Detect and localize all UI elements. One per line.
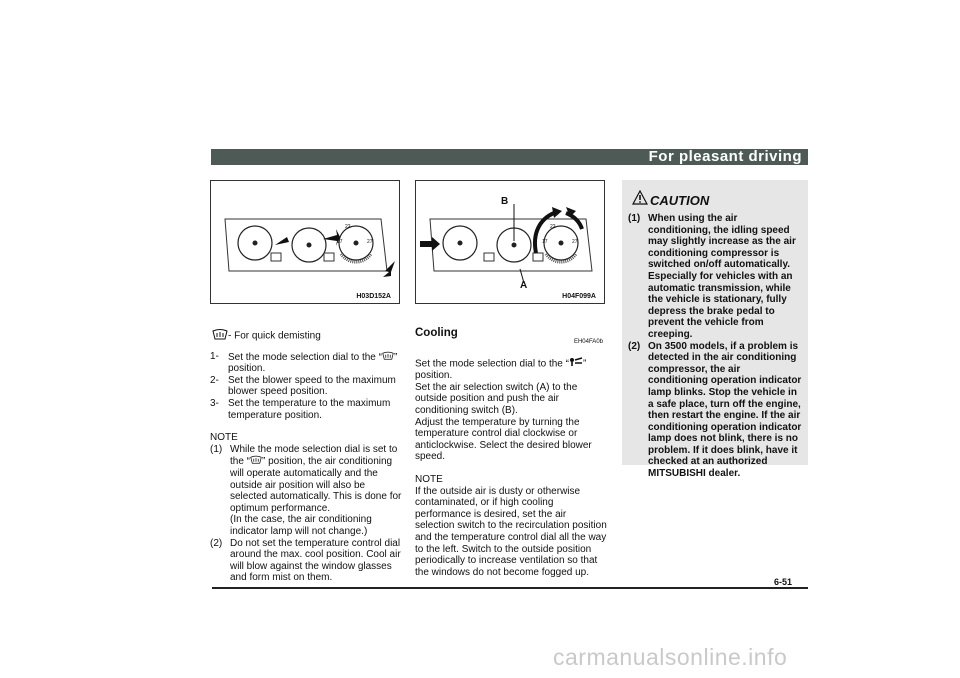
callout-a: A — [520, 280, 528, 291]
dial-scale-mid: 22 — [345, 224, 351, 230]
paragraph-text: ” position. — [415, 358, 587, 382]
caution-text: When using the air conditioning, the idling speed may slightly increase as the air conditioning compressor is switched on/off automatically. Especially for vehicles with an automatic transmission, while the vehicle is stationary, fully depress the brake pedal to prevent the vehicle from creeping. — [648, 213, 796, 340]
page-number: 6-51 — [774, 577, 793, 587]
step-number: 3- — [210, 397, 219, 409]
note-text: While the mode selection dial is set to the “ — [230, 443, 398, 468]
dial-scale-high: 27 — [367, 239, 373, 245]
step-number: 2- — [210, 374, 219, 386]
figure-cooling-panel — [415, 180, 605, 304]
note-number: (1) — [210, 443, 223, 455]
section-code: EH04FA0b — [573, 339, 603, 345]
note-text-end: ” position, the air conditioning will operate automatically and the outside air position will also be selected automatically. This is done for optimum performance. — [230, 456, 402, 514]
footer-rule — [212, 587, 808, 589]
warning-triangle-icon — [632, 190, 648, 210]
callout-b: B — [501, 196, 509, 207]
windshield-defrost-icon — [250, 455, 262, 468]
caution-list — [628, 213, 802, 480]
note-text: If the outside air is dusty or otherwise contaminated, or if high cooling performance is desired, set the air selection switch to the recirculation position and the temperature control dial all the way to the left. Switch to the outside position periodically to increase ventilation so that the windows do not become fogged up. — [415, 485, 607, 578]
list-item — [210, 351, 402, 375]
climate-panel-illustration — [416, 181, 604, 303]
caution-number: (2) — [628, 340, 641, 352]
cooling-paragraph: Set the air selection switch (A) to the outside position and push the air conditioning switch (B). — [415, 381, 578, 416]
dial-scale-high: 27 — [572, 239, 578, 245]
list-item — [628, 341, 802, 480]
step-text: Set the blower speed to the maximum blower speed position. — [228, 374, 396, 398]
caution-number: (1) — [628, 213, 641, 224]
step-text: Set the temperature to the maximum temperature position. — [228, 397, 391, 421]
section-title: For pleasant driving — [648, 148, 802, 165]
caution-text: On 3500 models, if a problem is detected in the air conditioning compressor, the air conditioning operation indicator lamp blinks. Stop the vehicle in a safe place, turn off the engine, then restart the engine. If the air conditioning operation indicator lamp does not blink, there is no problem. If it does blink, have it checked at an authorized MITSUBISHI dealer. — [648, 340, 802, 480]
face-vent-icon — [569, 357, 583, 371]
note-text: Do not set the temperature control dial around the max. cool position. Cool air will blow against the window glasses and form mist on them. — [230, 537, 401, 584]
note-title: NOTE — [415, 473, 443, 485]
watermark: carmanualsonline.info — [553, 644, 788, 670]
list-item — [210, 398, 402, 421]
dial-scale-low: 17 — [542, 239, 548, 245]
climate-panel-illustration — [211, 181, 399, 303]
windshield-defrost-icon — [382, 351, 394, 364]
cooling-paragraph: Adjust the temperature by turning the temperature control dial clockwise or anticlockwise. Select the desired blower speed. — [415, 416, 592, 463]
list-item — [210, 538, 402, 584]
section-header-bar — [211, 149, 808, 165]
section-heading: Cooling — [415, 327, 458, 339]
dial-scale-mid: 22 — [550, 224, 556, 230]
figure-code: H04F099A — [562, 293, 596, 300]
note-number: (2) — [210, 537, 223, 549]
step-number: 1- — [210, 350, 219, 362]
list-item — [210, 375, 402, 398]
figure-demist-panel — [210, 180, 400, 304]
caution-title: CAUTION — [650, 193, 710, 208]
caution-box — [622, 180, 808, 480]
demisting-section — [210, 328, 402, 584]
demist-intro: - For quick demisting — [228, 330, 321, 342]
cooling-paragraph — [415, 357, 607, 382]
note-extra: (In the case, the air conditioning indicator lamp will not change.) — [230, 514, 372, 537]
step-text-end: ” position. — [228, 351, 398, 375]
list-item — [210, 444, 402, 538]
paragraph-text: Set the mode selection dial to the “ — [415, 358, 569, 370]
cooling-section — [415, 328, 607, 578]
windshield-defrost-icon — [212, 328, 228, 344]
list-item — [628, 213, 802, 341]
dial-scale-low: 17 — [337, 239, 343, 245]
figure-code: H03D152A — [356, 293, 391, 300]
note-title: NOTE — [210, 432, 238, 444]
step-text: Set the mode selection dial to the “ — [228, 351, 382, 363]
